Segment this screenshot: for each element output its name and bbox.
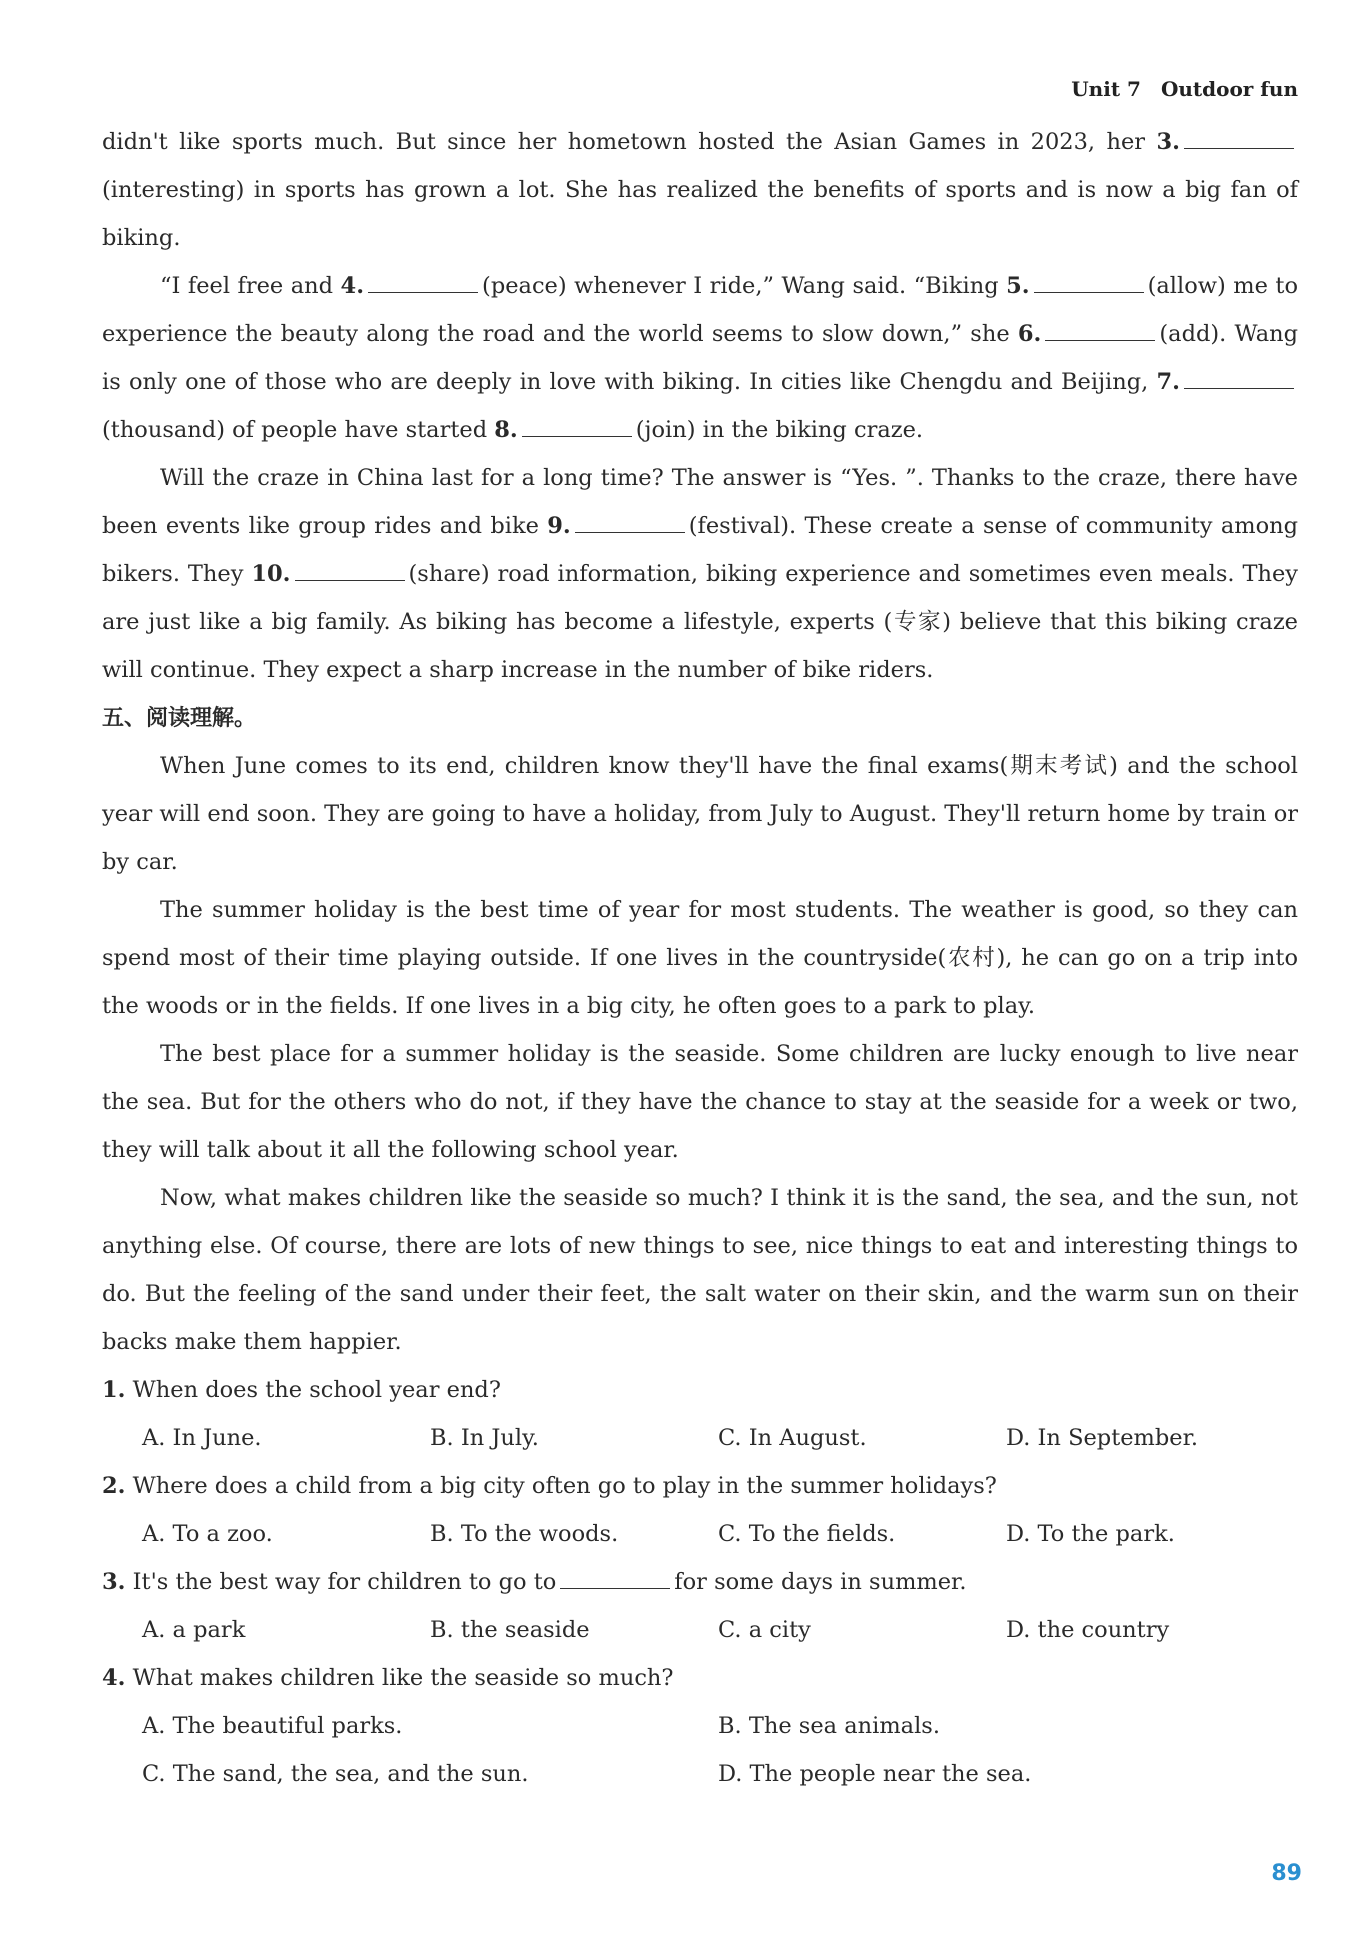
blank-number: 8.	[494, 417, 518, 443]
text: didn't like sports much. But since her hometown hosted the Asian Games in 2023, her	[102, 129, 1146, 155]
blank-6[interactable]	[1045, 318, 1155, 341]
question-text: When does the school year end?	[132, 1377, 501, 1403]
blank-9[interactable]	[575, 510, 685, 533]
passage1-paragraph-2	[102, 262, 1298, 454]
question-text: What makes children like the seaside so much?	[132, 1665, 674, 1691]
unit-label: Unit 7	[1071, 77, 1141, 101]
blank-8[interactable]	[522, 414, 632, 437]
blank-3[interactable]	[1184, 126, 1294, 149]
page-number: 89	[1271, 1861, 1302, 1886]
option-b[interactable]: B. the seaside	[430, 1617, 590, 1643]
blank-number: 7.	[1156, 369, 1180, 395]
page-content	[102, 118, 1298, 1798]
text: Will the craze in China last for a long time? The answer is “Yes. ”. Thanks to the craze, there have been events like group rides and bike	[102, 465, 1298, 539]
option-c[interactable]: C. a city	[718, 1617, 811, 1643]
text: (interesting) in sports has grown a lot. She has realized the benefits of sports and is now a big fan of biking.	[102, 177, 1298, 251]
question-text: Where does a child from a big city often go to play in the summer holidays?	[132, 1473, 997, 1499]
option-a[interactable]: A. The beautiful parks.	[142, 1713, 403, 1739]
blank-4[interactable]	[368, 270, 478, 293]
passage1-paragraph-1	[102, 118, 1298, 262]
option-b[interactable]: B. The sea animals.	[718, 1713, 940, 1739]
question-text: It's the best way for children to go to	[132, 1569, 557, 1595]
text: (join) in the biking craze.	[635, 417, 924, 443]
blank-number: 3.	[1156, 129, 1181, 155]
option-a[interactable]: A. a park	[142, 1617, 246, 1643]
passage2-paragraph: Now, what makes children like the seaside so much? I think it is the sand, the sea, and the sun, not anything else. Of course, there are lots of new things to see, nice things to eat and interesting things to do. But the feeling of the sand under their feet, the salt water on their skin, and the warm sun on their backs make them happier.	[102, 1185, 1298, 1355]
option-a[interactable]: A. To a zoo.	[142, 1521, 273, 1547]
section-title: 五、阅读理解。	[102, 705, 257, 731]
passage2-paragraph: The summer holiday is the best time of year for most students. The weather is good, so they can spend most of their time playing outside. If one lives in the countryside(农村), he can go on a trip into the woods or in the fields. If one lives in a big city, he often goes to a park to play.	[102, 897, 1298, 1019]
question-number: 1.	[102, 1377, 126, 1403]
option-c[interactable]: C. The sand, the sea, and the sun.	[142, 1761, 529, 1787]
text: (allow) me to experience the beauty along the road and the world seems to slow down,” she	[102, 273, 1298, 347]
option-d[interactable]: D. the country	[1006, 1617, 1170, 1643]
passage1-paragraph-3	[102, 454, 1298, 694]
blank-number: 5.	[1006, 273, 1030, 299]
question-number: 3.	[102, 1569, 126, 1595]
text: (share) road information, biking experience and sometimes even meals. They are just like a big family. As biking has become a lifestyle, experts (专家) believe that this biking craze will continue. They expect a sharp increase in the number of bike riders.	[102, 561, 1298, 683]
blank-5[interactable]	[1034, 270, 1144, 293]
unit-title: Outdoor fun	[1160, 77, 1298, 101]
option-d[interactable]: D. In September.	[1006, 1425, 1199, 1451]
option-b[interactable]: B. In July.	[430, 1425, 539, 1451]
question-3	[102, 1558, 1298, 1654]
question-text: for some days in summer.	[674, 1569, 967, 1595]
question-4	[102, 1654, 1298, 1798]
question-number: 4.	[102, 1665, 126, 1691]
question-number: 2.	[102, 1473, 126, 1499]
blank-number: 4.	[340, 273, 365, 299]
blank-10[interactable]	[295, 558, 405, 581]
blank-number: 9.	[547, 513, 571, 539]
page-header	[1071, 77, 1298, 101]
option-b[interactable]: B. To the woods.	[430, 1521, 619, 1547]
answer-blank[interactable]	[560, 1566, 670, 1589]
blank-number: 6.	[1017, 321, 1042, 347]
text: “I feel free and	[160, 273, 334, 299]
question-1	[102, 1366, 1298, 1462]
text: (thousand) of people have started	[102, 417, 488, 443]
option-c[interactable]: C. To the fields.	[718, 1521, 896, 1547]
text: (festival). These create a sense of community among bikers. They	[102, 513, 1299, 587]
option-a[interactable]: A. In June.	[142, 1425, 262, 1451]
text: (peace) whenever I ride,” Wang said. “Biking	[482, 273, 999, 299]
text: (add). Wang is only one of those who are deeply in love with biking. In cities like Chengdu and Beijing,	[102, 321, 1298, 395]
passage2-paragraph: When June comes to its end, children know they'll have the final exams(期末考试) and the school year will end soon. They are going to have a holiday, from July to August. They'll return home by train or by car.	[102, 753, 1298, 875]
option-d[interactable]: D. The people near the sea.	[718, 1761, 1032, 1787]
option-d[interactable]: D. To the park.	[1006, 1521, 1175, 1547]
question-2	[102, 1462, 1298, 1558]
passage2-paragraph: The best place for a summer holiday is the seaside. Some children are lucky enough to live near the sea. But for the others who do not, if they have the chance to stay at the seaside for a week or two, they will talk about it all the following school year.	[102, 1041, 1298, 1163]
blank-7[interactable]	[1184, 366, 1294, 389]
option-c[interactable]: C. In August.	[718, 1425, 867, 1451]
blank-number: 10.	[251, 561, 291, 587]
